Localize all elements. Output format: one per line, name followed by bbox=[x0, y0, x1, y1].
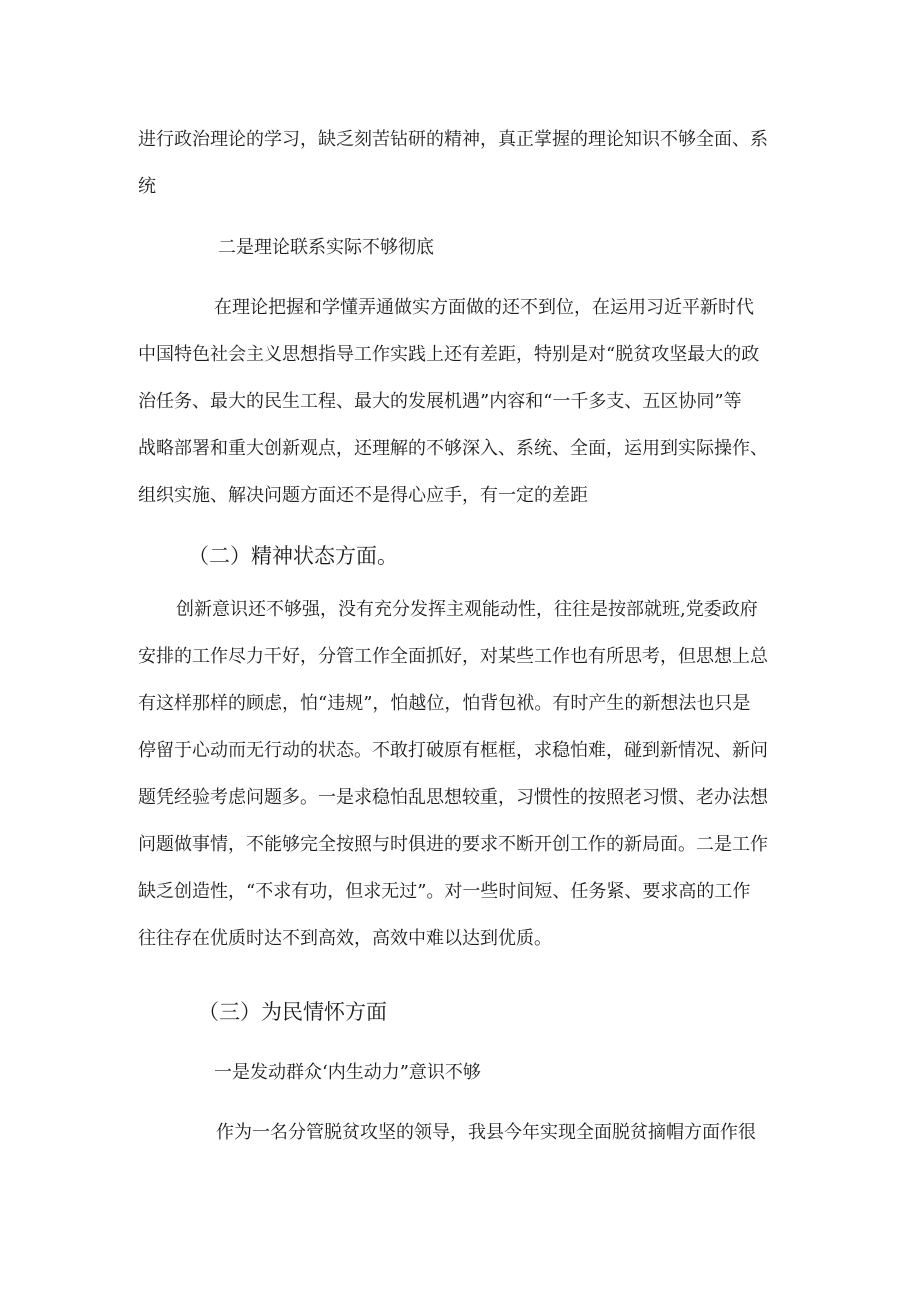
text-line: 组织实施、解决问题方面还不是得心应手，有一定的差距 bbox=[138, 485, 588, 506]
text-line: 统 bbox=[138, 176, 156, 197]
text-line: 进行政治理论的学习，缺乏刻苦钻研的精神，真正掌握的理论知识不够全面、系 bbox=[138, 129, 768, 150]
text-line: 停留于心动而无行动的状态。不敢打破原有框框，求稳怕难，碰到新情况、新问 bbox=[138, 740, 768, 761]
subheading-text: 一是发动群众‘内生动力”意识不够 bbox=[214, 1062, 481, 1083]
text-line: 战略部署和重大创新观点，还理解的不够深入、系统、全面，运用到实际操作、 bbox=[138, 438, 768, 459]
subheading-text: 二是理论联系实际不够彻底 bbox=[218, 237, 434, 258]
heading-text: （三）为民情怀方面 bbox=[198, 1000, 387, 1024]
text-line: 有这样那样的顾虑，怕“违规”，怕越位，怕背包袱。有时产生的新想法也只是 bbox=[138, 693, 751, 714]
text-line: 题凭经验考虑问题多。一是求稳怕乱思想较重，习惯性的按照老习惯、老办法想 bbox=[138, 787, 768, 808]
text-line: 中国特色社会主义思想指导工作实践上还有差距，特别是对“脱贫攻坚最大的政 bbox=[138, 344, 760, 365]
text-line: 作为一名分管脱贫攻坚的领导，我县今年实现全面脱贫摘帽方面作很 bbox=[216, 1122, 756, 1143]
text-line: 安排的工作尽力干好，分管工作全面抓好，对某些工作也有所思考，但思想上总 bbox=[138, 646, 768, 667]
text-line: 缺乏创造性，“不求有功，但求无过”。对一些时间短、任务紧、要求高的工作 bbox=[138, 881, 751, 902]
text-line: 问题做事情，不能够完全按照与时俱进的要求不断开创工作的新局面。二是工作 bbox=[138, 834, 768, 855]
text-line: 治任务、最大的民生工程、最大的发展机遇”内容和“一千多支、五区协同”等 bbox=[138, 391, 742, 412]
text-line: 往往存在优质时达不到高效，高效中难以达到优质。 bbox=[138, 928, 552, 949]
text-line: 在理论把握和学懂弄通做实方面做的还不到位，在运用习近平新时代 bbox=[214, 297, 754, 318]
text-line: 创新意识还不够强，没有充分发挥主观能动性，往往是按部就班,党委政府 bbox=[176, 599, 758, 620]
heading-text: （二）精神状态方面。 bbox=[188, 544, 398, 568]
